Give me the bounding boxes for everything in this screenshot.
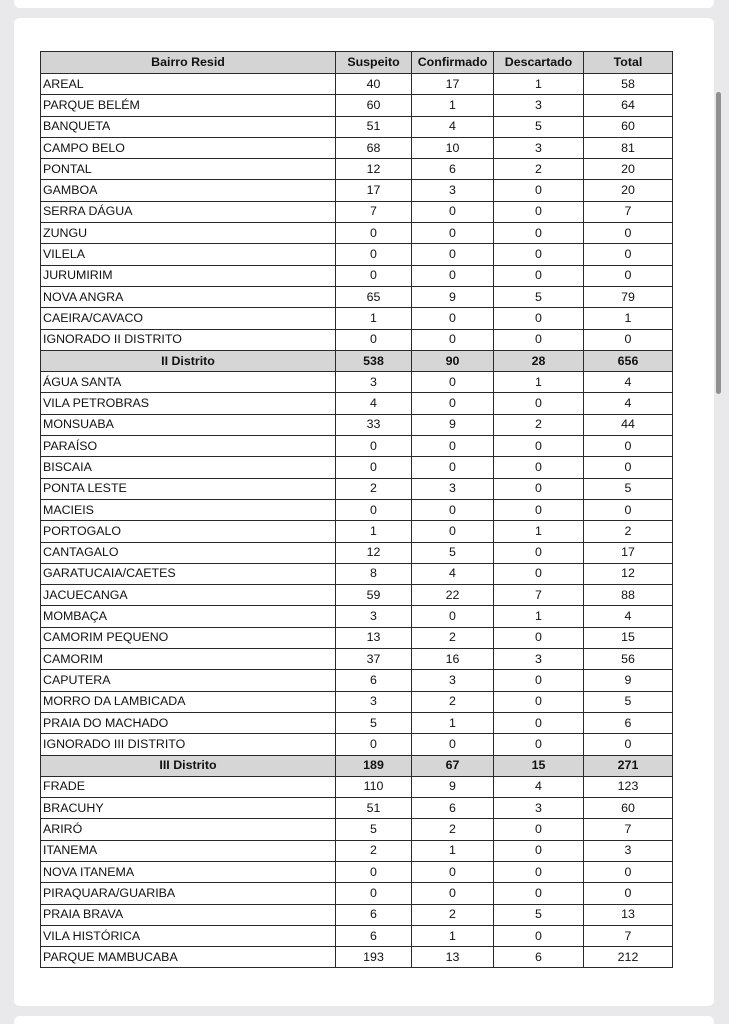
- descartado-cell: 5: [494, 904, 584, 925]
- total-cell: 7: [584, 925, 673, 946]
- table-row: [41, 883, 673, 904]
- neighborhood-name: FRADE: [41, 776, 336, 797]
- table-row: [41, 776, 673, 797]
- table-row: [41, 244, 673, 265]
- suspeito-cell: 0: [336, 265, 412, 286]
- table-row: [41, 947, 673, 968]
- table-row: [41, 265, 673, 286]
- header-total: Total: [584, 52, 673, 74]
- neighborhood-name: NOVA ANGRA: [41, 286, 336, 307]
- neighborhood-name: CANTAGALO: [41, 542, 336, 563]
- descartado-cell: 0: [494, 436, 584, 457]
- table-row: [41, 372, 673, 393]
- total-cell: 0: [584, 329, 673, 350]
- total-cell: 64: [584, 95, 673, 116]
- neighborhood-name: MONSUABA: [41, 414, 336, 435]
- confirmado-cell: 9: [412, 776, 494, 797]
- header-confirmado: Confirmado: [412, 52, 494, 74]
- descartado-cell: 7: [494, 585, 584, 606]
- confirmado-cell: 0: [412, 265, 494, 286]
- neighborhood-name: IGNORADO II DISTRITO: [41, 329, 336, 350]
- suspeito-cell: 7: [336, 201, 412, 222]
- suspeito-cell: 12: [336, 542, 412, 563]
- header-descartado: Descartado: [494, 52, 584, 74]
- total-cell: 88: [584, 585, 673, 606]
- confirmado-cell: 0: [412, 201, 494, 222]
- confirmado-cell: 2: [412, 819, 494, 840]
- table-row: [41, 861, 673, 882]
- suspeito-cell: 0: [336, 883, 412, 904]
- confirmado-cell: 1: [412, 712, 494, 733]
- suspeito-cell: 0: [336, 436, 412, 457]
- neighborhood-name: PORTOGALO: [41, 521, 336, 542]
- confirmado-cell: 16: [412, 649, 494, 670]
- confirmado-cell: 0: [412, 521, 494, 542]
- confirmado-cell: 0: [412, 308, 494, 329]
- table-row: [41, 414, 673, 435]
- confirmado-cell: 67: [412, 755, 494, 776]
- neighborhood-name: PRAIA BRAVA: [41, 904, 336, 925]
- suspeito-cell: 8: [336, 563, 412, 584]
- suspeito-cell: 2: [336, 478, 412, 499]
- neighborhood-name: PARQUE BELÉM: [41, 95, 336, 116]
- total-cell: 17: [584, 542, 673, 563]
- confirmado-cell: 22: [412, 585, 494, 606]
- table-row: [41, 691, 673, 712]
- neighborhood-name: VILA PETROBRAS: [41, 393, 336, 414]
- descartado-cell: 0: [494, 734, 584, 755]
- suspeito-cell: 59: [336, 585, 412, 606]
- total-cell: 13: [584, 904, 673, 925]
- total-cell: 20: [584, 180, 673, 201]
- confirmado-cell: 0: [412, 861, 494, 882]
- total-cell: 2: [584, 521, 673, 542]
- descartado-cell: 5: [494, 286, 584, 307]
- suspeito-cell: 1: [336, 521, 412, 542]
- confirmado-cell: 0: [412, 883, 494, 904]
- total-cell: 656: [584, 350, 673, 371]
- neighborhood-name: JACUECANGA: [41, 585, 336, 606]
- next-page-card: [14, 1016, 714, 1024]
- suspeito-cell: 0: [336, 457, 412, 478]
- suspeito-cell: 193: [336, 947, 412, 968]
- neighborhood-name: JURUMIRIM: [41, 265, 336, 286]
- confirmado-cell: 13: [412, 947, 494, 968]
- previous-page-card: [14, 0, 714, 8]
- total-cell: 5: [584, 691, 673, 712]
- total-cell: 4: [584, 372, 673, 393]
- suspeito-cell: 110: [336, 776, 412, 797]
- table-row: [41, 606, 673, 627]
- suspeito-cell: 0: [336, 244, 412, 265]
- suspeito-cell: 0: [336, 223, 412, 244]
- table-row: [41, 308, 673, 329]
- descartado-cell: 0: [494, 223, 584, 244]
- suspeito-cell: 0: [336, 499, 412, 520]
- descartado-cell: 0: [494, 563, 584, 584]
- suspeito-cell: 5: [336, 819, 412, 840]
- total-cell: 60: [584, 116, 673, 137]
- confirmado-cell: 0: [412, 606, 494, 627]
- suspeito-cell: 65: [336, 286, 412, 307]
- neighborhood-name: PONTAL: [41, 159, 336, 180]
- suspeito-cell: 37: [336, 649, 412, 670]
- confirmado-cell: 3: [412, 478, 494, 499]
- suspeito-cell: 538: [336, 350, 412, 371]
- table-row: [41, 670, 673, 691]
- total-cell: 123: [584, 776, 673, 797]
- table-row: [41, 116, 673, 137]
- table-row: [41, 180, 673, 201]
- confirmado-cell: 5: [412, 542, 494, 563]
- descartado-cell: 3: [494, 798, 584, 819]
- neighborhood-name: ÁGUA SANTA: [41, 372, 336, 393]
- confirmado-cell: 0: [412, 244, 494, 265]
- suspeito-cell: 6: [336, 904, 412, 925]
- confirmado-cell: 6: [412, 159, 494, 180]
- table-row: [41, 201, 673, 222]
- total-cell: 7: [584, 819, 673, 840]
- neighborhood-name: CAMORIM: [41, 649, 336, 670]
- descartado-cell: 15: [494, 755, 584, 776]
- descartado-cell: 3: [494, 649, 584, 670]
- table-row: [41, 904, 673, 925]
- table-row: [41, 734, 673, 755]
- total-cell: 4: [584, 393, 673, 414]
- confirmado-cell: 0: [412, 734, 494, 755]
- suspeito-cell: 3: [336, 606, 412, 627]
- descartado-cell: 0: [494, 542, 584, 563]
- descartado-cell: 0: [494, 329, 584, 350]
- neighborhood-name: CAEIRA/CAVACO: [41, 308, 336, 329]
- total-cell: 56: [584, 649, 673, 670]
- table-row: [41, 159, 673, 180]
- confirmado-cell: 17: [412, 74, 494, 95]
- confirmado-cell: 3: [412, 180, 494, 201]
- suspeito-cell: 5: [336, 712, 412, 733]
- neighborhood-name: PARAÍSO: [41, 436, 336, 457]
- suspeito-cell: 6: [336, 670, 412, 691]
- table-row: [41, 499, 673, 520]
- descartado-cell: 0: [494, 691, 584, 712]
- descartado-cell: 0: [494, 883, 584, 904]
- total-cell: 0: [584, 244, 673, 265]
- suspeito-cell: 0: [336, 861, 412, 882]
- table-row: [41, 74, 673, 95]
- confirmado-cell: 2: [412, 904, 494, 925]
- neighborhood-name: PRAIA DO MACHADO: [41, 712, 336, 733]
- total-cell: 0: [584, 734, 673, 755]
- confirmado-cell: 1: [412, 840, 494, 861]
- descartado-cell: 1: [494, 606, 584, 627]
- neighborhood-name: MACIEIS: [41, 499, 336, 520]
- table-row: [41, 563, 673, 584]
- neighborhood-name: VILA HISTÓRICA: [41, 925, 336, 946]
- total-cell: 0: [584, 883, 673, 904]
- confirmado-cell: 10: [412, 137, 494, 158]
- header-suspeito: Suspeito: [336, 52, 412, 74]
- suspeito-cell: 4: [336, 393, 412, 414]
- total-cell: 0: [584, 861, 673, 882]
- suspeito-cell: 17: [336, 180, 412, 201]
- confirmado-cell: 0: [412, 329, 494, 350]
- district-subtotal-row: [41, 755, 673, 776]
- table-row: [41, 712, 673, 733]
- total-cell: 20: [584, 159, 673, 180]
- total-cell: 0: [584, 457, 673, 478]
- suspeito-cell: 51: [336, 116, 412, 137]
- suspeito-cell: 3: [336, 372, 412, 393]
- neighborhood-name: ARIRÓ: [41, 819, 336, 840]
- total-cell: 0: [584, 436, 673, 457]
- table-row: [41, 542, 673, 563]
- suspeito-cell: 51: [336, 798, 412, 819]
- descartado-cell: 2: [494, 159, 584, 180]
- table-row: [41, 95, 673, 116]
- table-row: [41, 925, 673, 946]
- total-cell: 60: [584, 798, 673, 819]
- neighborhood-name: MORRO DA LAMBICADA: [41, 691, 336, 712]
- total-cell: 7: [584, 201, 673, 222]
- total-cell: 6: [584, 712, 673, 733]
- neighborhood-name: GAMBOA: [41, 180, 336, 201]
- descartado-cell: 0: [494, 478, 584, 499]
- confirmado-cell: 4: [412, 116, 494, 137]
- descartado-cell: 0: [494, 925, 584, 946]
- confirmado-cell: 3: [412, 670, 494, 691]
- descartado-cell: 0: [494, 308, 584, 329]
- suspeito-cell: 1: [336, 308, 412, 329]
- confirmado-cell: 0: [412, 223, 494, 244]
- suspeito-cell: 60: [336, 95, 412, 116]
- vertical-scrollbar[interactable]: [716, 92, 721, 394]
- confirmado-cell: 9: [412, 286, 494, 307]
- table-row: [41, 457, 673, 478]
- table-row: [41, 840, 673, 861]
- table-row: [41, 478, 673, 499]
- confirmado-cell: 0: [412, 436, 494, 457]
- total-cell: 81: [584, 137, 673, 158]
- neighborhood-name: NOVA ITANEMA: [41, 861, 336, 882]
- confirmado-cell: 0: [412, 393, 494, 414]
- descartado-cell: 0: [494, 712, 584, 733]
- descartado-cell: 0: [494, 861, 584, 882]
- descartado-cell: 6: [494, 947, 584, 968]
- neighborhood-name: CAMPO BELO: [41, 137, 336, 158]
- descartado-cell: 0: [494, 457, 584, 478]
- total-cell: 44: [584, 414, 673, 435]
- total-cell: 15: [584, 627, 673, 648]
- descartado-cell: 5: [494, 116, 584, 137]
- neighborhood-name: BRACUHY: [41, 798, 336, 819]
- suspeito-cell: 12: [336, 159, 412, 180]
- neighborhood-name: SERRA DÁGUA: [41, 201, 336, 222]
- neighborhood-name: ITANEMA: [41, 840, 336, 861]
- neighborhood-name: II Distrito: [41, 350, 336, 371]
- table-row: [41, 819, 673, 840]
- total-cell: 1: [584, 308, 673, 329]
- neighborhood-name: III Distrito: [41, 755, 336, 776]
- descartado-cell: 4: [494, 776, 584, 797]
- descartado-cell: 3: [494, 137, 584, 158]
- suspeito-cell: 6: [336, 925, 412, 946]
- suspeito-cell: 33: [336, 414, 412, 435]
- descartado-cell: 1: [494, 521, 584, 542]
- table-row: [41, 521, 673, 542]
- table-row: [41, 436, 673, 457]
- total-cell: 3: [584, 840, 673, 861]
- confirmado-cell: 2: [412, 691, 494, 712]
- confirmado-cell: 1: [412, 925, 494, 946]
- descartado-cell: 0: [494, 627, 584, 648]
- neighborhood-name: CAMORIM PEQUENO: [41, 627, 336, 648]
- total-cell: 0: [584, 265, 673, 286]
- descartado-cell: 28: [494, 350, 584, 371]
- total-cell: 79: [584, 286, 673, 307]
- confirmado-cell: 4: [412, 563, 494, 584]
- descartado-cell: 0: [494, 840, 584, 861]
- total-cell: 12: [584, 563, 673, 584]
- table-row: [41, 329, 673, 350]
- descartado-cell: 0: [494, 265, 584, 286]
- neighborhood-name: IGNORADO III DISTRITO: [41, 734, 336, 755]
- confirmado-cell: 0: [412, 457, 494, 478]
- total-cell: 0: [584, 223, 673, 244]
- table-row: [41, 393, 673, 414]
- descartado-cell: 0: [494, 393, 584, 414]
- header-bairro: Bairro Resid: [41, 52, 336, 74]
- suspeito-cell: 189: [336, 755, 412, 776]
- table-row: [41, 649, 673, 670]
- neighborhood-name: BISCAIA: [41, 457, 336, 478]
- neighborhood-name: PONTA LESTE: [41, 478, 336, 499]
- table-row: [41, 798, 673, 819]
- suspeito-cell: 40: [336, 74, 412, 95]
- descartado-cell: 1: [494, 74, 584, 95]
- total-cell: 58: [584, 74, 673, 95]
- confirmado-cell: 2: [412, 627, 494, 648]
- neighborhood-name: PIRAQUARA/GUARIBA: [41, 883, 336, 904]
- total-cell: 0: [584, 499, 673, 520]
- descartado-cell: 0: [494, 499, 584, 520]
- descartado-cell: 0: [494, 244, 584, 265]
- confirmado-cell: 6: [412, 798, 494, 819]
- suspeito-cell: 68: [336, 137, 412, 158]
- total-cell: 212: [584, 947, 673, 968]
- confirmado-cell: 0: [412, 499, 494, 520]
- neighborhood-name: MOMBAÇA: [41, 606, 336, 627]
- neighborhood-name: VILELA: [41, 244, 336, 265]
- total-cell: 4: [584, 606, 673, 627]
- suspeito-cell: 2: [336, 840, 412, 861]
- descartado-cell: 0: [494, 201, 584, 222]
- table-row: [41, 137, 673, 158]
- suspeito-cell: 3: [336, 691, 412, 712]
- neighborhood-name: CAPUTERA: [41, 670, 336, 691]
- neighborhood-name: BANQUETA: [41, 116, 336, 137]
- confirmado-cell: 1: [412, 95, 494, 116]
- neighborhood-name: AREAL: [41, 74, 336, 95]
- table-body: [41, 74, 673, 968]
- total-cell: 5: [584, 478, 673, 499]
- table-row: [41, 585, 673, 606]
- confirmado-cell: 90: [412, 350, 494, 371]
- descartado-cell: 0: [494, 819, 584, 840]
- suspeito-cell: 0: [336, 734, 412, 755]
- descartado-cell: 0: [494, 180, 584, 201]
- total-cell: 271: [584, 755, 673, 776]
- neighborhood-name: PARQUE MAMBUCABA: [41, 947, 336, 968]
- suspeito-cell: 0: [336, 329, 412, 350]
- suspeito-cell: 13: [336, 627, 412, 648]
- confirmado-cell: 0: [412, 372, 494, 393]
- table-header-row: [41, 52, 673, 74]
- cases-by-neighborhood-table: [40, 51, 673, 968]
- neighborhood-name: ZUNGU: [41, 223, 336, 244]
- table-row: [41, 286, 673, 307]
- total-cell: 9: [584, 670, 673, 691]
- table-row: [41, 223, 673, 244]
- descartado-cell: 2: [494, 414, 584, 435]
- descartado-cell: 0: [494, 670, 584, 691]
- descartado-cell: 1: [494, 372, 584, 393]
- neighborhood-name: GARATUCAIA/CAETES: [41, 563, 336, 584]
- descartado-cell: 3: [494, 95, 584, 116]
- table-row: [41, 627, 673, 648]
- confirmado-cell: 9: [412, 414, 494, 435]
- district-subtotal-row: [41, 350, 673, 371]
